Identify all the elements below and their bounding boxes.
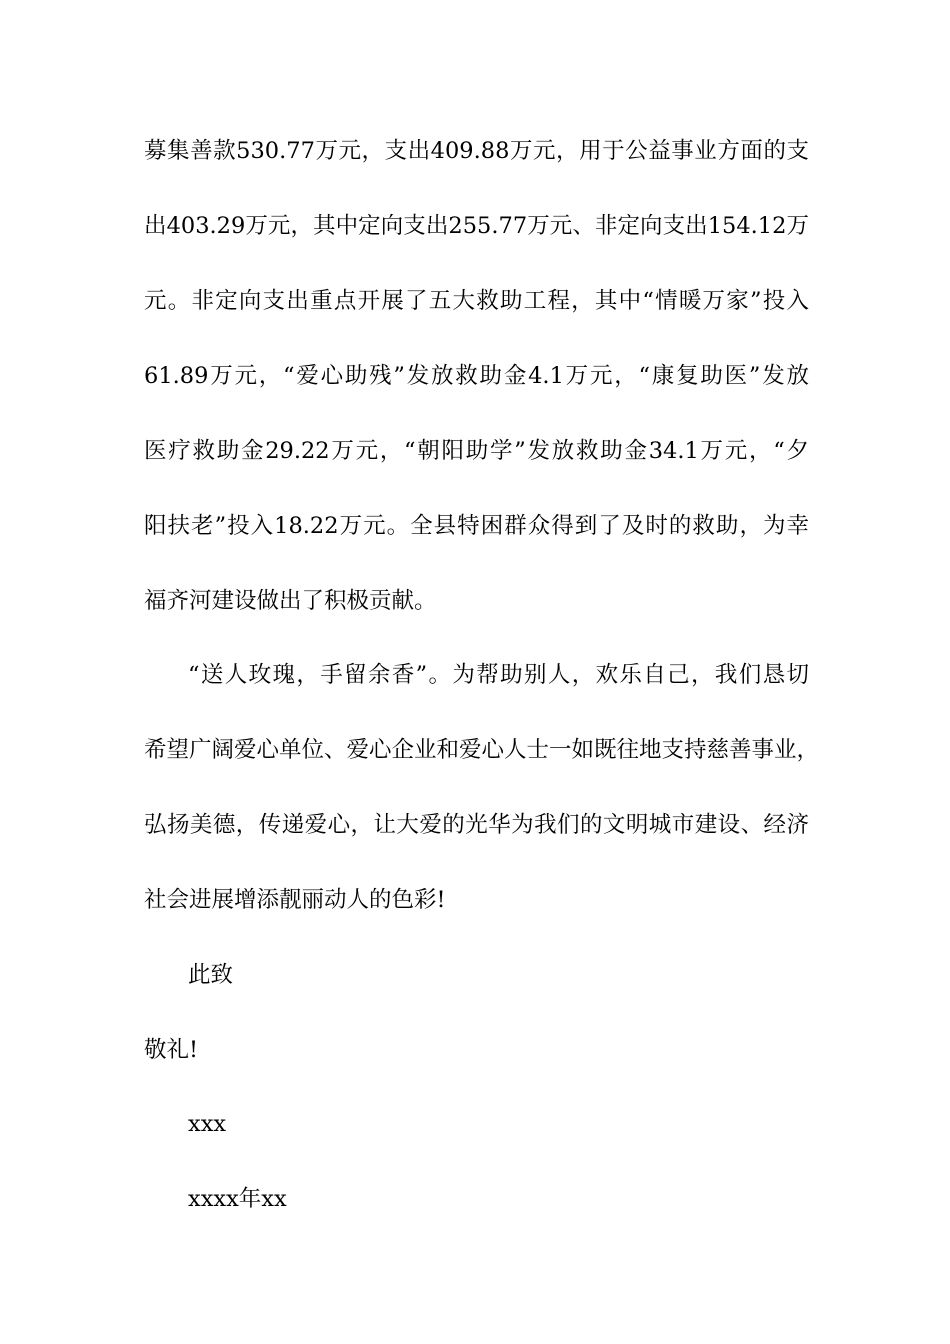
closing-salutation: 此致 [188,962,234,988]
paragraph-1-line-4: 61.89万元，“爱心助残”发放救助金4.1万元，“康复助医”发放 [144,363,809,389]
paragraph-1-line-5: 医疗救助金29.22万元，“朝阳助学”发放救助金34.1万元，“夕 [144,438,809,464]
closing-regards: 敬礼! [144,1037,199,1063]
paragraph-2-line-4: 社会进展增添靓丽动人的色彩! [144,887,446,913]
paragraph-1-line-1: 募集善款530.77万元，支出409.88万元，用于公益事业方面的支 [144,138,809,164]
paragraph-1-line-2: 出403.29万元，其中定向支出255.77万元、非定向支出154.12万 [144,213,809,239]
paragraph-2-line-3: 弘扬美德，传递爱心，让大爱的光华为我们的文明城市建设、经济 [144,812,809,838]
signature-date: xxxx年xx [188,1186,287,1212]
paragraph-1-line-7: 福齐河建设做出了积极贡献。 [144,588,437,614]
paragraph-1-line-3: 元。非定向支出重点开展了五大救助工程，其中“情暖万家”投入 [144,288,809,314]
paragraph-2-line-1: “送人玫瑰，手留余香”。为帮助别人，欢乐自己，我们恳切 [188,662,809,688]
signature-name: xxx [188,1111,227,1137]
paragraph-2-line-2: 希望广阔爱心单位、爱心企业和爱心人士一如既往地支持慈善事业， [144,737,820,763]
paragraph-1-line-6: 阳扶老”投入18.22万元。全县特困群众得到了及时的救助，为幸 [144,513,809,539]
